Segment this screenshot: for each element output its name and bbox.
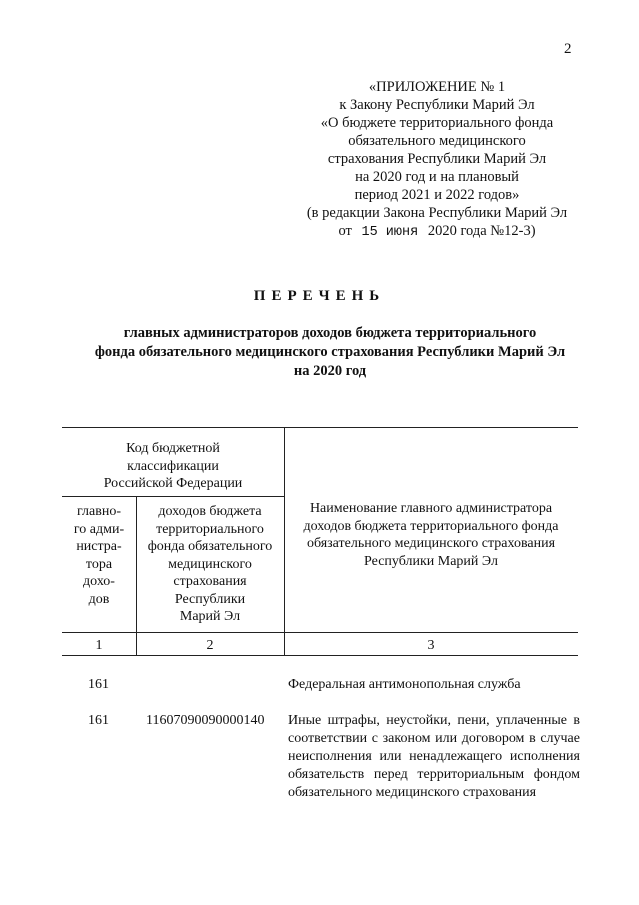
col3-header-line: обязательного медицинского страхования xyxy=(306,536,556,551)
column-number-1: 1 xyxy=(95,638,103,653)
row2-admin-name: Иные штрафы, неустойки, пени, уплаченные в соответствии с законом или договором в случае неисполнения или ненадлежащего исполнения обязательств перед территориальным фондом обязательного медицинского страхования xyxy=(288,713,580,800)
document-title: ПЕРЕЧЕНЬ xyxy=(253,288,386,304)
col1-header-line: нистра- xyxy=(76,539,122,554)
column-number-3: 3 xyxy=(427,638,435,653)
appendix-line: на 2020 год и на плановый xyxy=(355,169,519,185)
appendix-line: «О бюджете территориального фонда xyxy=(320,115,554,131)
document-subtitle xyxy=(60,324,600,381)
group-header-divider xyxy=(62,496,284,497)
col2-header-line: фонда обязательного xyxy=(147,539,273,554)
group-header-line: классификации xyxy=(127,458,219,474)
header-bottom-border xyxy=(62,632,578,633)
appendix-line: «ПРИЛОЖЕНИЕ № 1 xyxy=(368,79,506,95)
col3-header-line: Наименование главного администратора xyxy=(309,501,553,516)
subtitle-line: фонда обязательного медицинского страхования Республики Марий Эл xyxy=(94,344,566,360)
col3-header-line: доходов бюджета территориального фонда xyxy=(303,518,559,534)
edition-prefix: от xyxy=(338,223,352,239)
appendix-line: период 2021 и 2022 годов» xyxy=(354,187,520,203)
colnum-bottom-border xyxy=(62,655,578,656)
row1-admin-name: Федеральная антимонопольная служба xyxy=(288,677,521,692)
col1-header-line: главно- xyxy=(77,504,121,519)
appendix-line: страхования Республики Марий Эл xyxy=(327,151,547,167)
col1-header-line: го адми- xyxy=(73,521,125,537)
col3-header xyxy=(284,500,578,570)
row2-income-code: 11607090090000140 xyxy=(146,713,265,728)
page-number: 2 xyxy=(564,41,572,57)
appendix-line: (в редакции Закона Республики Марий Эл xyxy=(306,205,568,221)
group-header xyxy=(62,440,284,493)
row2-admin-code: 161 xyxy=(88,713,109,728)
col2-header-line: страхования xyxy=(173,574,247,589)
col2-header-line: Марий Эл xyxy=(179,609,241,624)
col2-header-line: медицинского xyxy=(168,556,252,572)
row1-admin-code: 161 xyxy=(88,677,109,692)
col1-header-line: дов xyxy=(88,591,110,607)
col1-header-line: тора xyxy=(85,556,113,572)
col2-header xyxy=(136,503,284,626)
col2-header-line: Республики xyxy=(174,591,246,607)
column-number-2: 2 xyxy=(206,638,214,653)
col2-header-line: доходов бюджета xyxy=(158,504,262,519)
group-header-line: Российской Федерации xyxy=(103,476,243,491)
appendix-line: обязательного медицинского xyxy=(348,133,526,149)
subtitle-line: на 2020 год xyxy=(293,363,367,379)
appendix-line: к Закону Республики Марий Эл xyxy=(339,97,535,113)
appendix-header xyxy=(292,78,582,242)
edition-date-line xyxy=(292,222,582,242)
col1-header xyxy=(62,503,136,608)
table-top-border xyxy=(62,427,578,428)
col2-header-line: территориального xyxy=(156,521,264,537)
edition-date-stamp: 15 июня xyxy=(361,225,419,240)
group-header-line: Код бюджетной xyxy=(126,441,220,456)
edition-suffix: 2020 года №12-3) xyxy=(427,223,536,239)
col1-header-line: дохо- xyxy=(83,574,115,589)
col3-header-line: Республики Марий Эл xyxy=(364,553,498,569)
subtitle-line: главных администраторов доходов бюджета территориального xyxy=(123,325,537,341)
